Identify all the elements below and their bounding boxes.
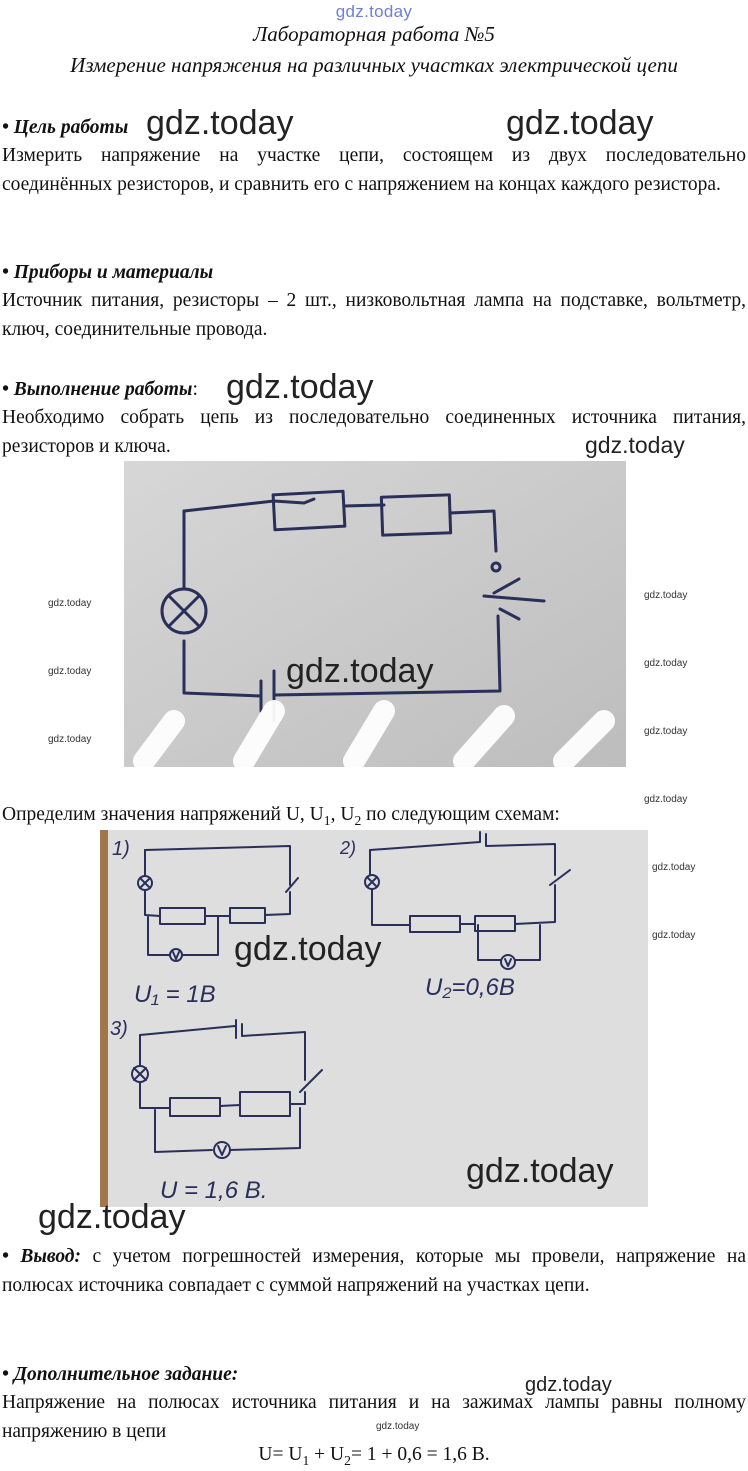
procedure-colon: : [192,379,198,400]
scheme-3-number: 3) [110,1018,128,1040]
extra-text: Напряжение на полюсах источника питания и на зажимах лампы равны полному напряжению в цепи [2,1392,746,1442]
procedure-heading-text: • Выполнение работы [2,379,193,400]
conclusion-text [2,1242,746,1300]
watermark-side-r4: gdz.today [644,794,688,805]
goal-text: Измерить напряжение на участке цепи, состоящем из двух последовательно соединённых резисторов, и сравнить его с напряжением на концах каждого резистора. [2,145,746,195]
procedure-heading [2,375,746,404]
measure-sub1: 1 [323,812,331,828]
watermark-small-bottom: gdz.today [376,1421,420,1432]
watermark-side-r3: gdz.today [644,726,688,737]
circuit-photo [124,461,626,767]
scheme-1-reading: U₁ = 1В [134,981,216,1008]
scheme-1-number: 1) [112,838,130,860]
formula [0,1444,748,1469]
page-title: Лабораторная работа №5 [253,22,495,46]
goal-heading-text: • Цель работы [2,117,129,138]
formula-p1: U= U [258,1444,303,1465]
scheme-2-reading: U₂=0,6В [425,974,515,1001]
formula-s1: 1 [302,1452,310,1468]
watermark-4: gdz.today [585,432,685,458]
top-watermark[interactable]: gdz.today [335,2,413,21]
scheme-2-number: 2) [340,838,357,858]
schemes-photo [100,830,648,1207]
page-subtitle: Измерение напряжения на различных участках электрической цепи [70,53,678,77]
formula-p3: = 1 + 0,6 = 1,6 В. [350,1444,490,1465]
schemes-drawing [100,830,648,1207]
watermark-side-r5: gdz.today [652,862,696,873]
materials-heading-text: • Приборы и материалы [2,262,214,283]
circuit-drawing [124,461,626,767]
measure-text-a: Определим значения напряжений U, U [2,804,324,825]
extra-heading-text: • Дополнительное задание: [2,1364,239,1385]
procedure-text: Необходимо собрать цепь из последовательно соединенных источника питания, резисторов и ключа. [2,407,746,457]
watermark-side-r2: gdz.today [644,658,688,669]
watermark-side-r1: gdz.today [644,590,688,601]
measure-sub2: 2 [354,812,362,828]
watermark-6: gdz.today [234,930,382,968]
watermark-side-l3: gdz.today [48,734,92,745]
watermark-1: gdz.today [146,104,294,142]
formula-p2: + U [309,1444,345,1465]
watermark-side-r6: gdz.today [652,930,696,941]
conclusion-heading: • Вывод: [2,1246,81,1267]
watermark-7: gdz.today [466,1152,614,1190]
watermark-5: gdz.today [286,652,434,690]
measure-text-b: , U [330,804,355,825]
watermark-3: gdz.today [226,368,374,406]
materials-text: Источник питания, резисторы – 2 шт., низковольтная лампа на подставке, вольтметр, ключ, соединительные провода. [2,290,746,340]
watermark-9: gdz.today [525,1374,612,1396]
materials-heading [2,258,746,287]
measure-text-c: по следующим схемам: [361,804,560,825]
watermark-side-l1: gdz.today [48,598,92,609]
watermark-side-l2: gdz.today [48,666,92,677]
extra-heading [2,1360,746,1389]
formula-s2: 2 [344,1452,351,1468]
watermark-2: gdz.today [506,104,654,142]
watermark-8: gdz.today [38,1198,186,1236]
conclusion-body: с учетом погрешностей измерения, которые мы провели, напряжение на полюсах источника совпадает с суммой напряжений на участках цепи. [2,1246,746,1296]
scheme-3-reading: U = 1,6 В. [160,1177,268,1204]
